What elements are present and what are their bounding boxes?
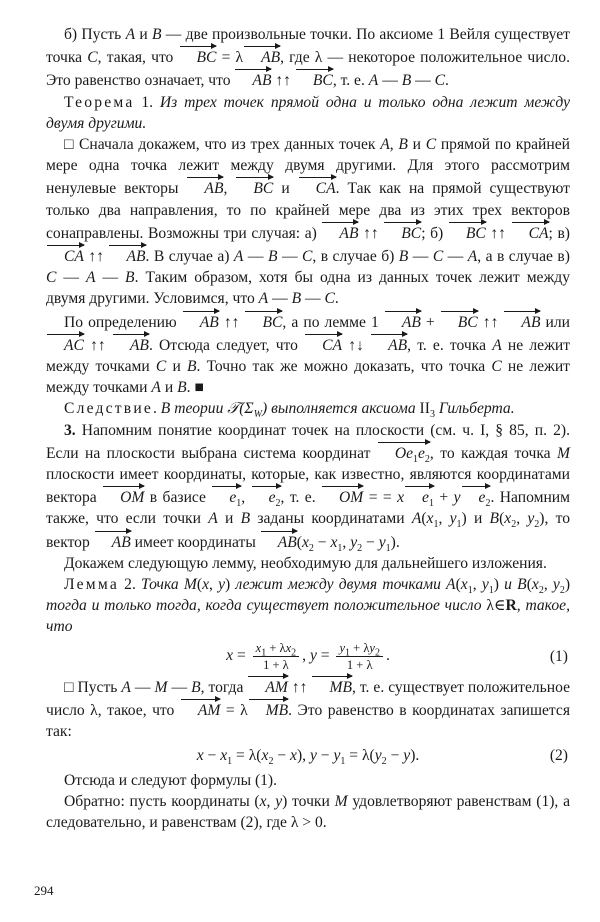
paragraph-1: б) Пусть A и B — две произвольные точки. По аксиоме 1 Вейля существует точка C, такая, что BC = λ AB, где λ — некоторое положительное число. Это равенство означает, что AB ↑↑ BC, т. е. A — B — C. (46, 24, 570, 92)
paragraph-5: Отсюда и следуют формулы (1). (64, 771, 278, 789)
paragraph-3: 3. Напомним понятие координат точек на плоскости (см. ч. I, § 85, п. 2). Если на плоскости выбрана система координат $Oe_1e_2$, то каждая точка M плоскости имеет координаты, которые, как известно, являются координатами вектора OM в базисе $e_1$, $e_2$, т. е. OM = = x $e_1 + y$ $e_2$. Напомним также, что если точки A и B заданы координатами $A(x_1$, $y_1$) и $B(x_2$, $y_2$), то вектор AB имеет координаты $AB(x_2 - x_1$, $y_2 - y_1$). (46, 421, 570, 554)
equation-1: x = $\frac{x_1 + \lambda x_2}{1 + \lambda}$ , y = $\frac{y_1 + \lambda y_2}{1 + \lambda}$ . (1) (226, 640, 568, 672)
paragraph-proof-3: □ Пусть A — M — B, тогда AM ↑↑ MB, т. е. существует положительное число λ, такое, что AM = λ MB. Это равенство в координатах запишется так: (46, 675, 570, 743)
paragraph-6: Обратно: пусть координаты (x, y) точки M удовлетворяют равенствам (1), а следовательно, и равенствам (2), где λ > 0. (46, 792, 570, 831)
paragraph-proof-1: □ Сначала докажем, что из трех данных точек A, B и C прямой по крайней мере одна точка лежит между двумя другими. Для этого рассмотрим ненулевые векторы AB, BC и CA. Так как на прямой существуют только два направления, то по крайней мере два из этих трех векторов сонаправлены. Возможны три случая: а) AB ↑↑ BC; б) BC ↑↑ CA; в) CA ↑↑ AB. В случае а) A — B — C, в случае б) B — C — A, а в случае в) C — A — B. Таким образом, хотя бы одна из данных точек лежит между двумя другими. Условимся, что A — B — C. (46, 136, 570, 308)
paragraph-proof-2: По определению AB ↑↑ BC, а по лемме 1 AB + BC ↑↑ AB или AC ↑↑ AB. Отсюда следует, что CA ↑↓ AB, т. е. точка A не лежит между точками C и B. Точно так же можно доказать, что точка C не лежит между точками A и B. ■ (46, 310, 570, 399)
lemma-2: Лемма 2. Точка M(x, y) лежит между двумя точками $A(x_1$, $y_1$) и $B(x_2$, $y_2$) тогда и только тогда, когда существует положительное число λ∈R, такое, что (46, 576, 571, 636)
theorem-1: Теорема 1. Из трех точек прямой одна и только одна лежит между двумя другими. (46, 93, 570, 132)
corollary: Следствие. В теории $𝒯(\Sigma_W)$ выполняется аксиома $II_3$ Гильберта. (64, 400, 515, 421)
paragraph-4: Докажем следующую лемму, необходимую для дальнейшего изложения. (64, 554, 547, 572)
equation-2: $x - x_1 = \lambda(x_2 - x)$, $y - y_1 = \lambda(y_2 - y)$. (2) (196, 747, 568, 768)
page-number: 294 (34, 883, 54, 898)
